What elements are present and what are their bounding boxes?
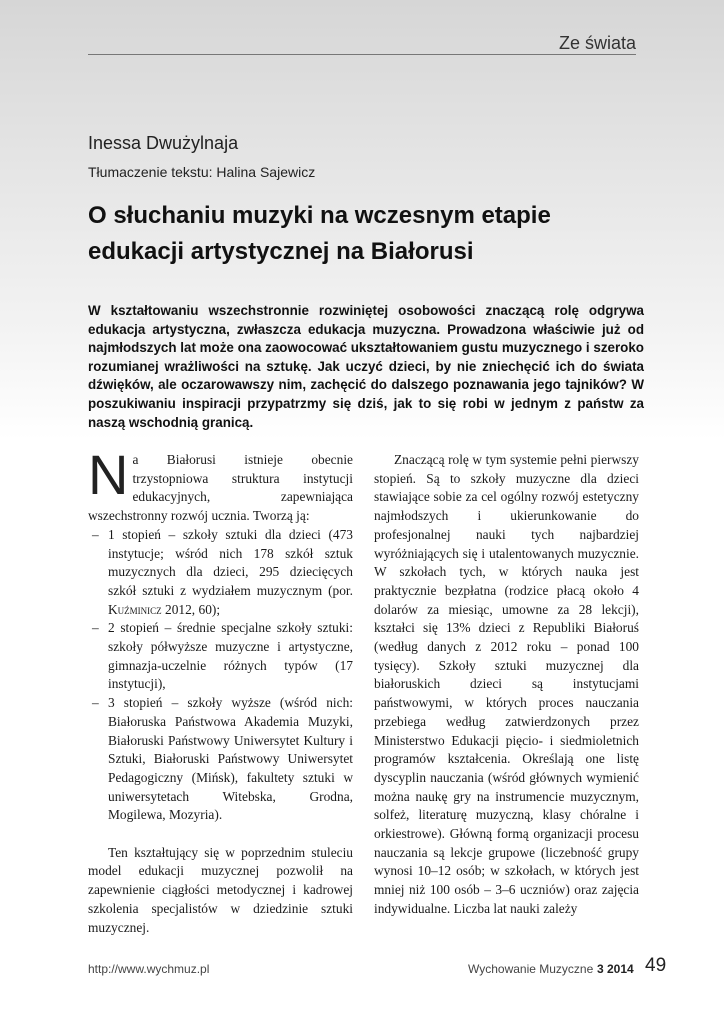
section-divider xyxy=(88,54,636,55)
drop-cap: N xyxy=(88,443,129,506)
article-lead: W kształtowaniu wszechstronnie rozwiniętej osobowości znaczącą rolę odgrywa edukacja artystyczna, zwłaszcza edukacja muzyczna. Prowadzona właściwie już od najmłodszych lat może ona zaowocować ukształtowaniem gustu muzycznego i szeroko rozumianej wrażliwości na sztukę. Jak uczyć dzieci, by nie zniechęcić ich do świata dźwięków, ale oczarowawszy nim, zachęcić do dalszego poznawania jego tajników? W poszukiwaniu inspiracji przypatrzmy się dziś, jak to się robi w jednym z państw za naszą wschodnią granicą. xyxy=(88,303,644,430)
footer-website-link[interactable]: http://www.wychmuz.pl xyxy=(88,962,210,976)
body-paragraph: Ten kształtujący się w poprzednim stuleciu model edukacji muzycznej pozwolił na zapewnienie ciągłości metodycznej i kadrowej szkolenia specjalistów w dziedzinie sztuki muzycznej. xyxy=(88,844,353,935)
page-number: 49 xyxy=(645,955,667,976)
list-dash: – xyxy=(92,526,99,542)
footer-journal-name: Wychowanie Muzyczne xyxy=(468,962,594,976)
list-dash: – xyxy=(92,620,99,636)
list-item xyxy=(88,526,353,620)
paragraph-spacer xyxy=(88,825,353,844)
list-item-text-end: 2012, 60); xyxy=(161,601,221,617)
article-title: O słuchaniu muzyki na wczesnym etapie edukacji artystycznej na Białorusi xyxy=(88,202,551,265)
intro-paragraph xyxy=(88,443,353,526)
list-item xyxy=(88,694,353,825)
intro-text: a Białorusi istnieje obecnie trzystopniowa struktura instytucji edukacyjnych, zapewniająca wszechstronny rozwój ucznia. Tworzą ją: xyxy=(88,452,353,524)
author-name: Inessa Dwużylnaja xyxy=(88,133,239,153)
list-dash: – xyxy=(92,695,99,711)
levels-list xyxy=(88,526,353,825)
list-item-text: 2 stopień – średnie specjalne szkoły sztuki: szkoły półwyższe muzyczne i artystyczne, gimnazja-uczelnie różnych typów (17 instytucji), xyxy=(108,620,353,692)
translator-credit: Tłumaczenie tekstu: Halina Sajewicz xyxy=(88,164,316,180)
left-column xyxy=(88,443,353,937)
body-paragraph: Znaczącą rolę w tym systemie pełni pierwszy stopień. Są to szkoły muzyczne dla dzieci stawiające sobie za cel ogólny rozwój estetyczny najmłodszych i ukierunkowanie do profesjonalnej nauki tych najbardziej wyróżniających się i utalentowanych muzycznie. W szkołach tych, w których nauka jest praktycznie bezpłatna (rodzice płacą około 4 dolarów za miesiąc, umowne za 28 lekcji), kształci się 13% dzieci z Republiki Białoruś (według danych z 2012 roku – ponad 100 tysięcy). Szkoły sztuki muzycznej dla białoruskich dzieci są instytucjami państwowymi, w których proces nauczania przebiega według zatwierdzonych przez Ministerstwo Edukacji pięcio- i siedmioletnich programów kształcenia. Określają one listę dyscyplin nauczania (wśród głównych wymienić można naukę gry na instrumencie muzycznym, solfeż, literaturę muzyczną, klasy chóralne i orkiestrowe). Główną formą organizacji procesu nauczania są lekcje grupowe (liczebność grupy wynosi 10–12 osób; w szkołach, w których jest mniej niż 100 osób – 3–6 uczniów) oraz zajęcia indywidualne. Liczba lat nauki zależy xyxy=(374,452,639,916)
citation-author: Kuźminicz xyxy=(108,601,162,617)
list-item xyxy=(88,619,353,694)
footer-issue-number: 3 2014 xyxy=(597,962,634,976)
right-column xyxy=(374,451,639,919)
list-item-text: 1 stopień – szkoły sztuki dla dzieci (473 instytucje; wśród nich 178 szkół sztuk muzycznych dla dzieci, 295 dziecięcych szkół sztuki z wydziałem muzycznym (por. xyxy=(108,526,353,598)
list-item-text: 3 stopień – szkoły wyższe (wśród nich: Białoruska Państwowa Akademia Muzyki, Białoruski Państwowy Uniwersytet Kultury i Sztuki, Białoruski Państwowy Uniwersytet Pedagogiczny (Mińsk), fakultety sztuki w uniwersytetach Witebska, Grodna, Mogilewa, Mozyria). xyxy=(108,695,353,823)
section-label: Ze świata xyxy=(558,33,636,53)
